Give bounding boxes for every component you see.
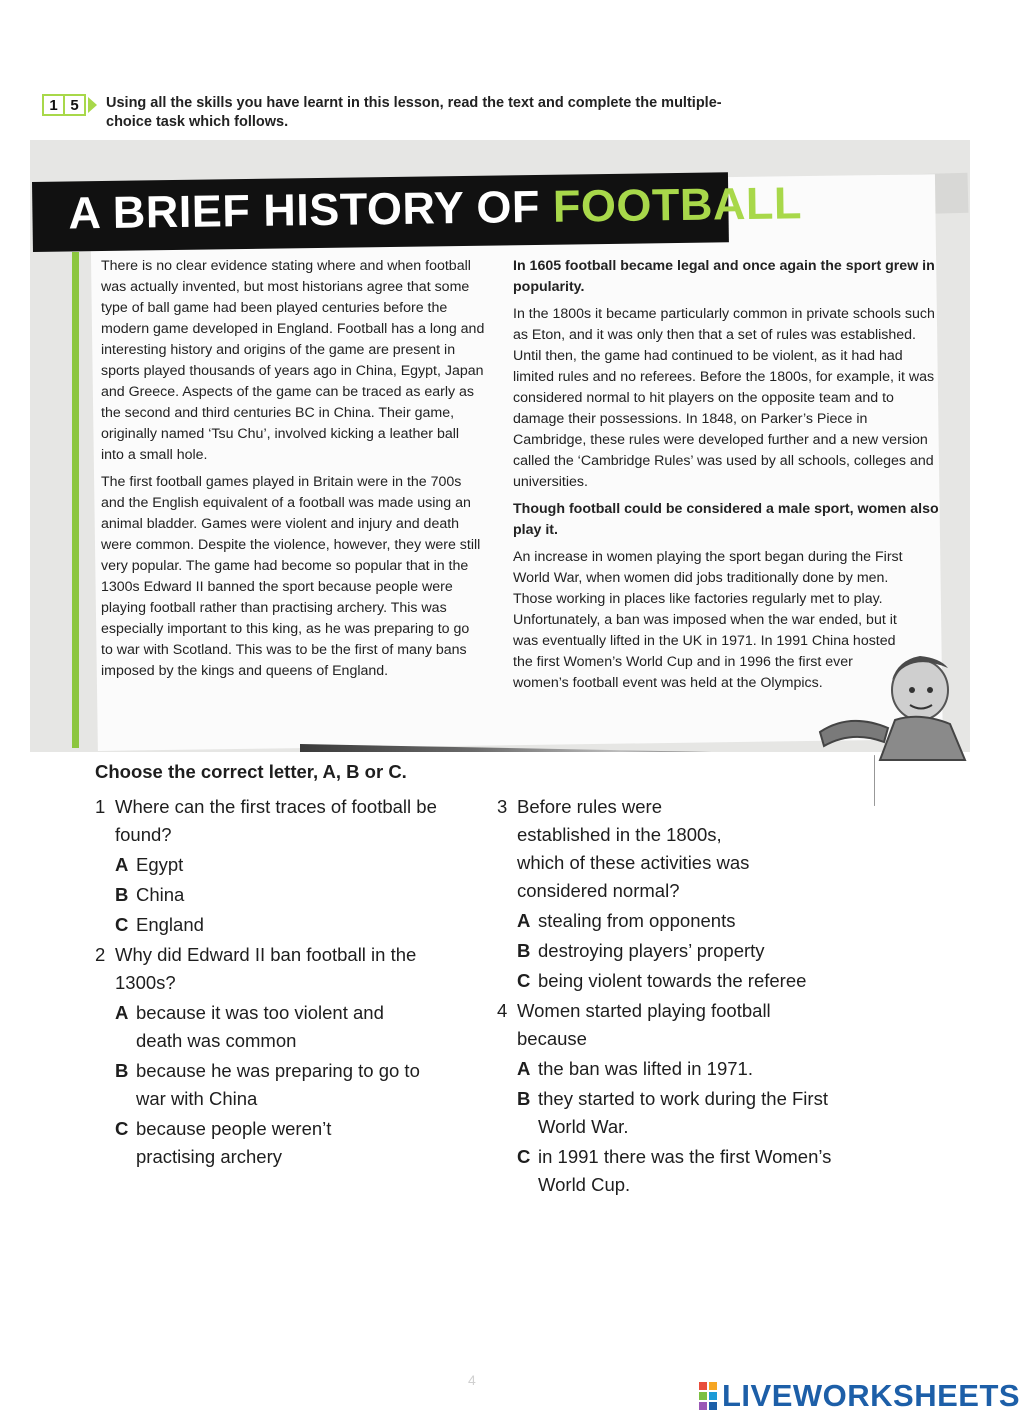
page-number: 4 — [468, 1372, 476, 1388]
question-number: 3 — [497, 796, 508, 817]
question-stem — [497, 997, 817, 1053]
question-number: 2 — [95, 944, 106, 965]
question-text: Before rules were established in the 1800s, which of these activities was considered normal? — [517, 796, 750, 901]
question-stem — [497, 793, 757, 905]
option-text: because people weren’t practising archery — [136, 1118, 332, 1167]
answer-option[interactable] — [115, 911, 455, 939]
article-paragraph: An increase in women playing the sport began during the First World War, when women did jobs traditionally done by men. Those working in places like factories regularly met to play. Unfortunately, a ban was imposed when the war ended, but it was eventually lifted in the UK in 1971. In 1991 China hosted the first Women’s World Cup and in 1996 the first ever women’s football event was held at the Olympics. — [513, 549, 903, 691]
option-text: China — [136, 884, 185, 905]
question-text: Where can the first traces of football be found? — [115, 796, 437, 845]
article-title — [68, 177, 802, 239]
answer-option[interactable] — [115, 1057, 435, 1113]
option-letter: C — [517, 1146, 531, 1167]
option-text: being violent towards the referee — [538, 970, 807, 991]
task-header — [40, 92, 740, 134]
question-stem — [95, 941, 455, 997]
article-left-column — [101, 256, 485, 688]
question-stem — [95, 793, 455, 849]
answer-option[interactable] — [517, 937, 867, 965]
answer-option[interactable] — [517, 967, 867, 995]
option-letter: B — [517, 940, 531, 961]
option-letter: A — [115, 854, 129, 875]
question-number: 4 — [497, 1000, 508, 1021]
option-letter: A — [517, 910, 531, 931]
liveworksheets-logo[interactable] — [698, 1378, 1020, 1414]
answer-option[interactable] — [517, 1085, 837, 1141]
question-text: Why did Edward II ban football in the 1300s? — [115, 944, 417, 993]
arrow-right-icon — [88, 97, 97, 113]
liveworksheets-wordmark: LIVEWORKSHEETS — [722, 1378, 1020, 1413]
option-text: stealing from opponents — [538, 910, 736, 931]
article-paragraph: In the 1800s it became particularly common in private schools such as Eton, and it was only then that a set of rules was established. Until then, the game had continued to be violent, as it had had limited rules and no referees. Before the 1800s, for example, it was considered normal to hit players on the opposite team and to damage their possessions. In 1848, on Parker’s Piece in Cambridge, these rules were developed further and a new version called the ‘Cambridge Rules’ was used by all schools, colleges and universities. — [513, 306, 935, 490]
article-paragraph: The first football games played in Britain were in the 700s and the English equivalent of a football was made using an animal bladder. Games were violent and injury and death were common. Despite the violence, however, they were still very popular. The game had become so popular that in the 1300s Edward II banned the sport because people were playing football rather than practising archery. This was especially important to this king, as he was preparing to go to war with Scotland. This was to be the first of many bans imposed by the kings and queens of England. — [101, 474, 481, 679]
green-margin-rule — [72, 252, 79, 748]
task-instruction: Using all the skills you have learnt in this lesson, read the text and complete the multiple-choice task which follows. — [106, 95, 722, 130]
article-paragraph: There is no clear evidence stating where and when football was actually invented, but most historians agree that some type of ball game had been played centuries before the modern game developed in England. Football has a long and interesting history and origins of the game are present in sports played thousands of years ago in China, Egypt, Japan and Greece. Aspects of the game can be traced as early as the second and third centuries BC in China. Their game, originally named ‘Tsu Chu’, involved kicking a leather ball into a small hole. — [101, 258, 485, 463]
task-number-digit: 1 — [44, 96, 63, 114]
boy-kicking-illustration — [800, 650, 970, 760]
option-letter: A — [517, 1058, 531, 1079]
option-letter: B — [517, 1088, 531, 1109]
option-letter: C — [517, 970, 531, 991]
answer-option[interactable] — [115, 1115, 375, 1171]
questions-right-column — [497, 793, 867, 1199]
question-item — [95, 941, 455, 1171]
answer-option[interactable] — [517, 1055, 867, 1083]
question-item — [497, 793, 867, 995]
option-text: they started to work during the First World War. — [538, 1088, 828, 1137]
answer-option[interactable] — [517, 907, 867, 935]
option-text: because he was preparing to go to war with China — [136, 1060, 420, 1109]
question-text: Women started playing football because — [517, 1000, 771, 1049]
task-number-digit: 5 — [65, 96, 84, 114]
option-text: England — [136, 914, 204, 935]
option-text: the ban was lifted in 1971. — [538, 1058, 753, 1079]
questions-left-column — [95, 793, 455, 1171]
article-subheading: Though football could be considered a male sport, women also play it. — [513, 501, 939, 538]
option-letter: B — [115, 884, 129, 905]
answer-option[interactable] — [115, 851, 455, 879]
article-subheading: In 1605 football became legal and once again the sport grew in popularity. — [513, 258, 935, 295]
option-text: Egypt — [136, 854, 184, 875]
question-number: 1 — [95, 796, 106, 817]
task-number-badge — [42, 94, 86, 116]
option-text: in 1991 there was the first Women’s World Cup. — [538, 1146, 832, 1195]
quiz-instruction: Choose the correct letter, A, B or C. — [95, 761, 407, 782]
article-right-column — [513, 256, 943, 700]
answer-option[interactable] — [115, 999, 435, 1055]
answer-option[interactable] — [115, 881, 455, 909]
answer-option[interactable] — [517, 1143, 847, 1199]
option-letter: C — [115, 1118, 129, 1139]
article-title-main: A BRIEF HISTORY OF — [68, 180, 554, 239]
liveworksheets-icon — [698, 1381, 718, 1411]
option-text: because it was too violent and death was common — [136, 1002, 384, 1051]
option-letter: C — [115, 914, 129, 935]
option-letter: B — [115, 1060, 129, 1081]
article-title-bar — [32, 172, 803, 252]
question-item — [497, 997, 867, 1199]
option-text: destroying players’ property — [538, 940, 765, 961]
question-item — [95, 793, 455, 939]
option-letter: A — [115, 1002, 129, 1023]
article-title-highlight: FOOTBALL — [552, 177, 803, 232]
